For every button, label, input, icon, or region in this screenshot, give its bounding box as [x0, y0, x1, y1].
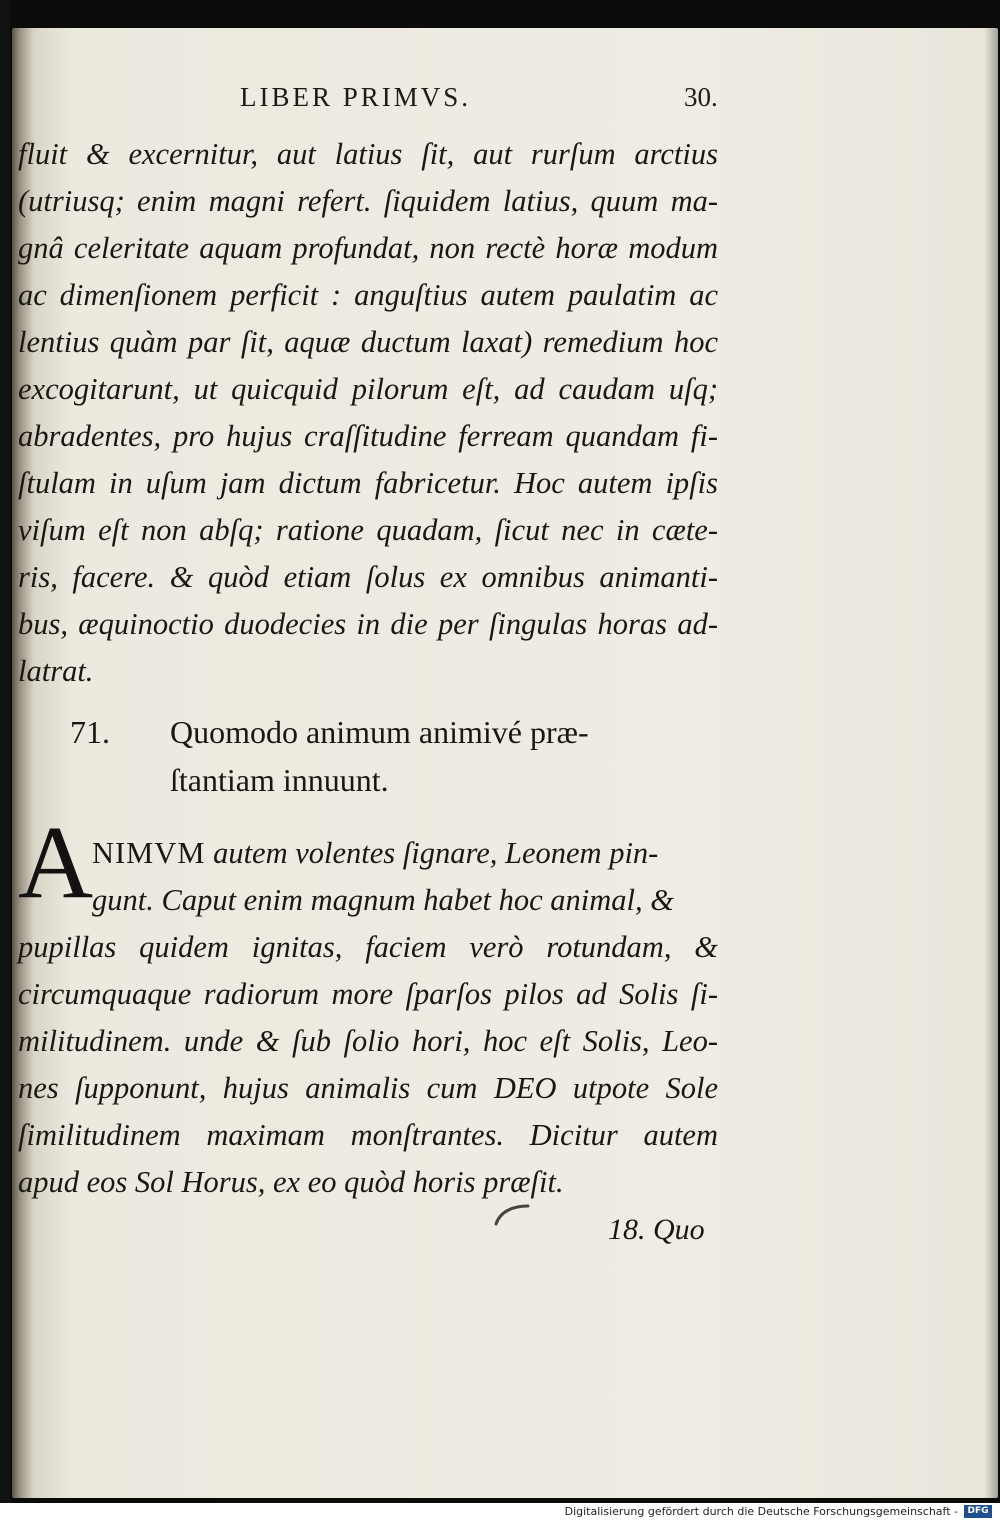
text-line: pupillas quidem ignitas, faciem verò rotundam, &: [18, 930, 718, 964]
text-line: autem volentes ſignare, Leonem pin-: [205, 836, 659, 870]
opening-word: NIMVM: [92, 836, 206, 870]
text-line: militudinem. unde & ſub ſolio hori, hoc eſt Solis, Leo-: [18, 1024, 718, 1058]
section-title: [170, 708, 710, 804]
paragraph-body: [18, 924, 718, 1206]
section-number: 71.: [70, 714, 110, 750]
text-line: viſum eſt non abſq; ratione quadam, ſicut nec in cæte-: [18, 513, 718, 547]
running-head: LIBER PRIMVS.: [240, 82, 472, 112]
text-line: gnâ celeritate aquam profundat, non rectè horæ modum: [18, 231, 718, 265]
text-line: ſtulam in uſum jam dictum fabricetur. Hoc autem ipſis: [18, 466, 718, 500]
text-line: lentius quàm par ſit, aquæ ductum laxat) remedium hoc: [18, 325, 718, 359]
section-title-line: Quomodo animum animivé præ-: [170, 714, 589, 750]
text-line: bus, æquinoctio duodecies in die per ſingulas horas ad-: [18, 607, 718, 641]
drop-cap-initial: A: [18, 805, 94, 920]
text-line: apud eos Sol Horus, ex eo quòd horis præſit.: [18, 1165, 564, 1199]
ink-smudge: [492, 1198, 532, 1228]
text-line: gunt. Caput enim magnum habet hoc animal, &: [92, 883, 675, 917]
text-line: circumquaque radiorum more ſparſos pilos ad Solis ſi-: [18, 977, 718, 1011]
text-line: ris, facere. & quòd etiam ſolus ex omnibus animanti-: [18, 560, 718, 594]
text-line: nes ſupponunt, hujus animalis cum DEO utpote Sole: [18, 1071, 718, 1105]
section-title-line: ſtantiam innuunt.: [170, 762, 389, 798]
scan-left-edge: [0, 0, 10, 1503]
text-line: fluit & excernitur, aut latius ſit, aut rurſum arctius: [18, 137, 718, 171]
digitization-credit: Digitalisierung gefördert durch die Deutsche Forschungsgemeinschaft -: [564, 1505, 958, 1518]
page-number: 30.: [684, 82, 718, 112]
text-line: ſimilitudinem maximam monſtrantes. Dicitur autem: [18, 1118, 718, 1152]
text-line: (utriusq; enim magni refert. ſiquidem latius, quum ma-: [18, 184, 718, 218]
text-line: abradentes, pro hujus craſſitudine ferream quandam fi-: [18, 419, 718, 453]
paragraph-first-line: [92, 830, 718, 877]
text-line: excogitarunt, ut quicquid pilorum eſt, ad caudam uſq;: [18, 372, 718, 406]
catchword: 18. Quo: [608, 1213, 705, 1246]
dfg-logo: DFG: [964, 1505, 992, 1518]
text-line: ac dimenſionem perficit : anguſtius autem paulatim ac: [18, 278, 718, 312]
paragraph-continued: [18, 131, 718, 695]
text-line: latrat.: [18, 654, 94, 688]
